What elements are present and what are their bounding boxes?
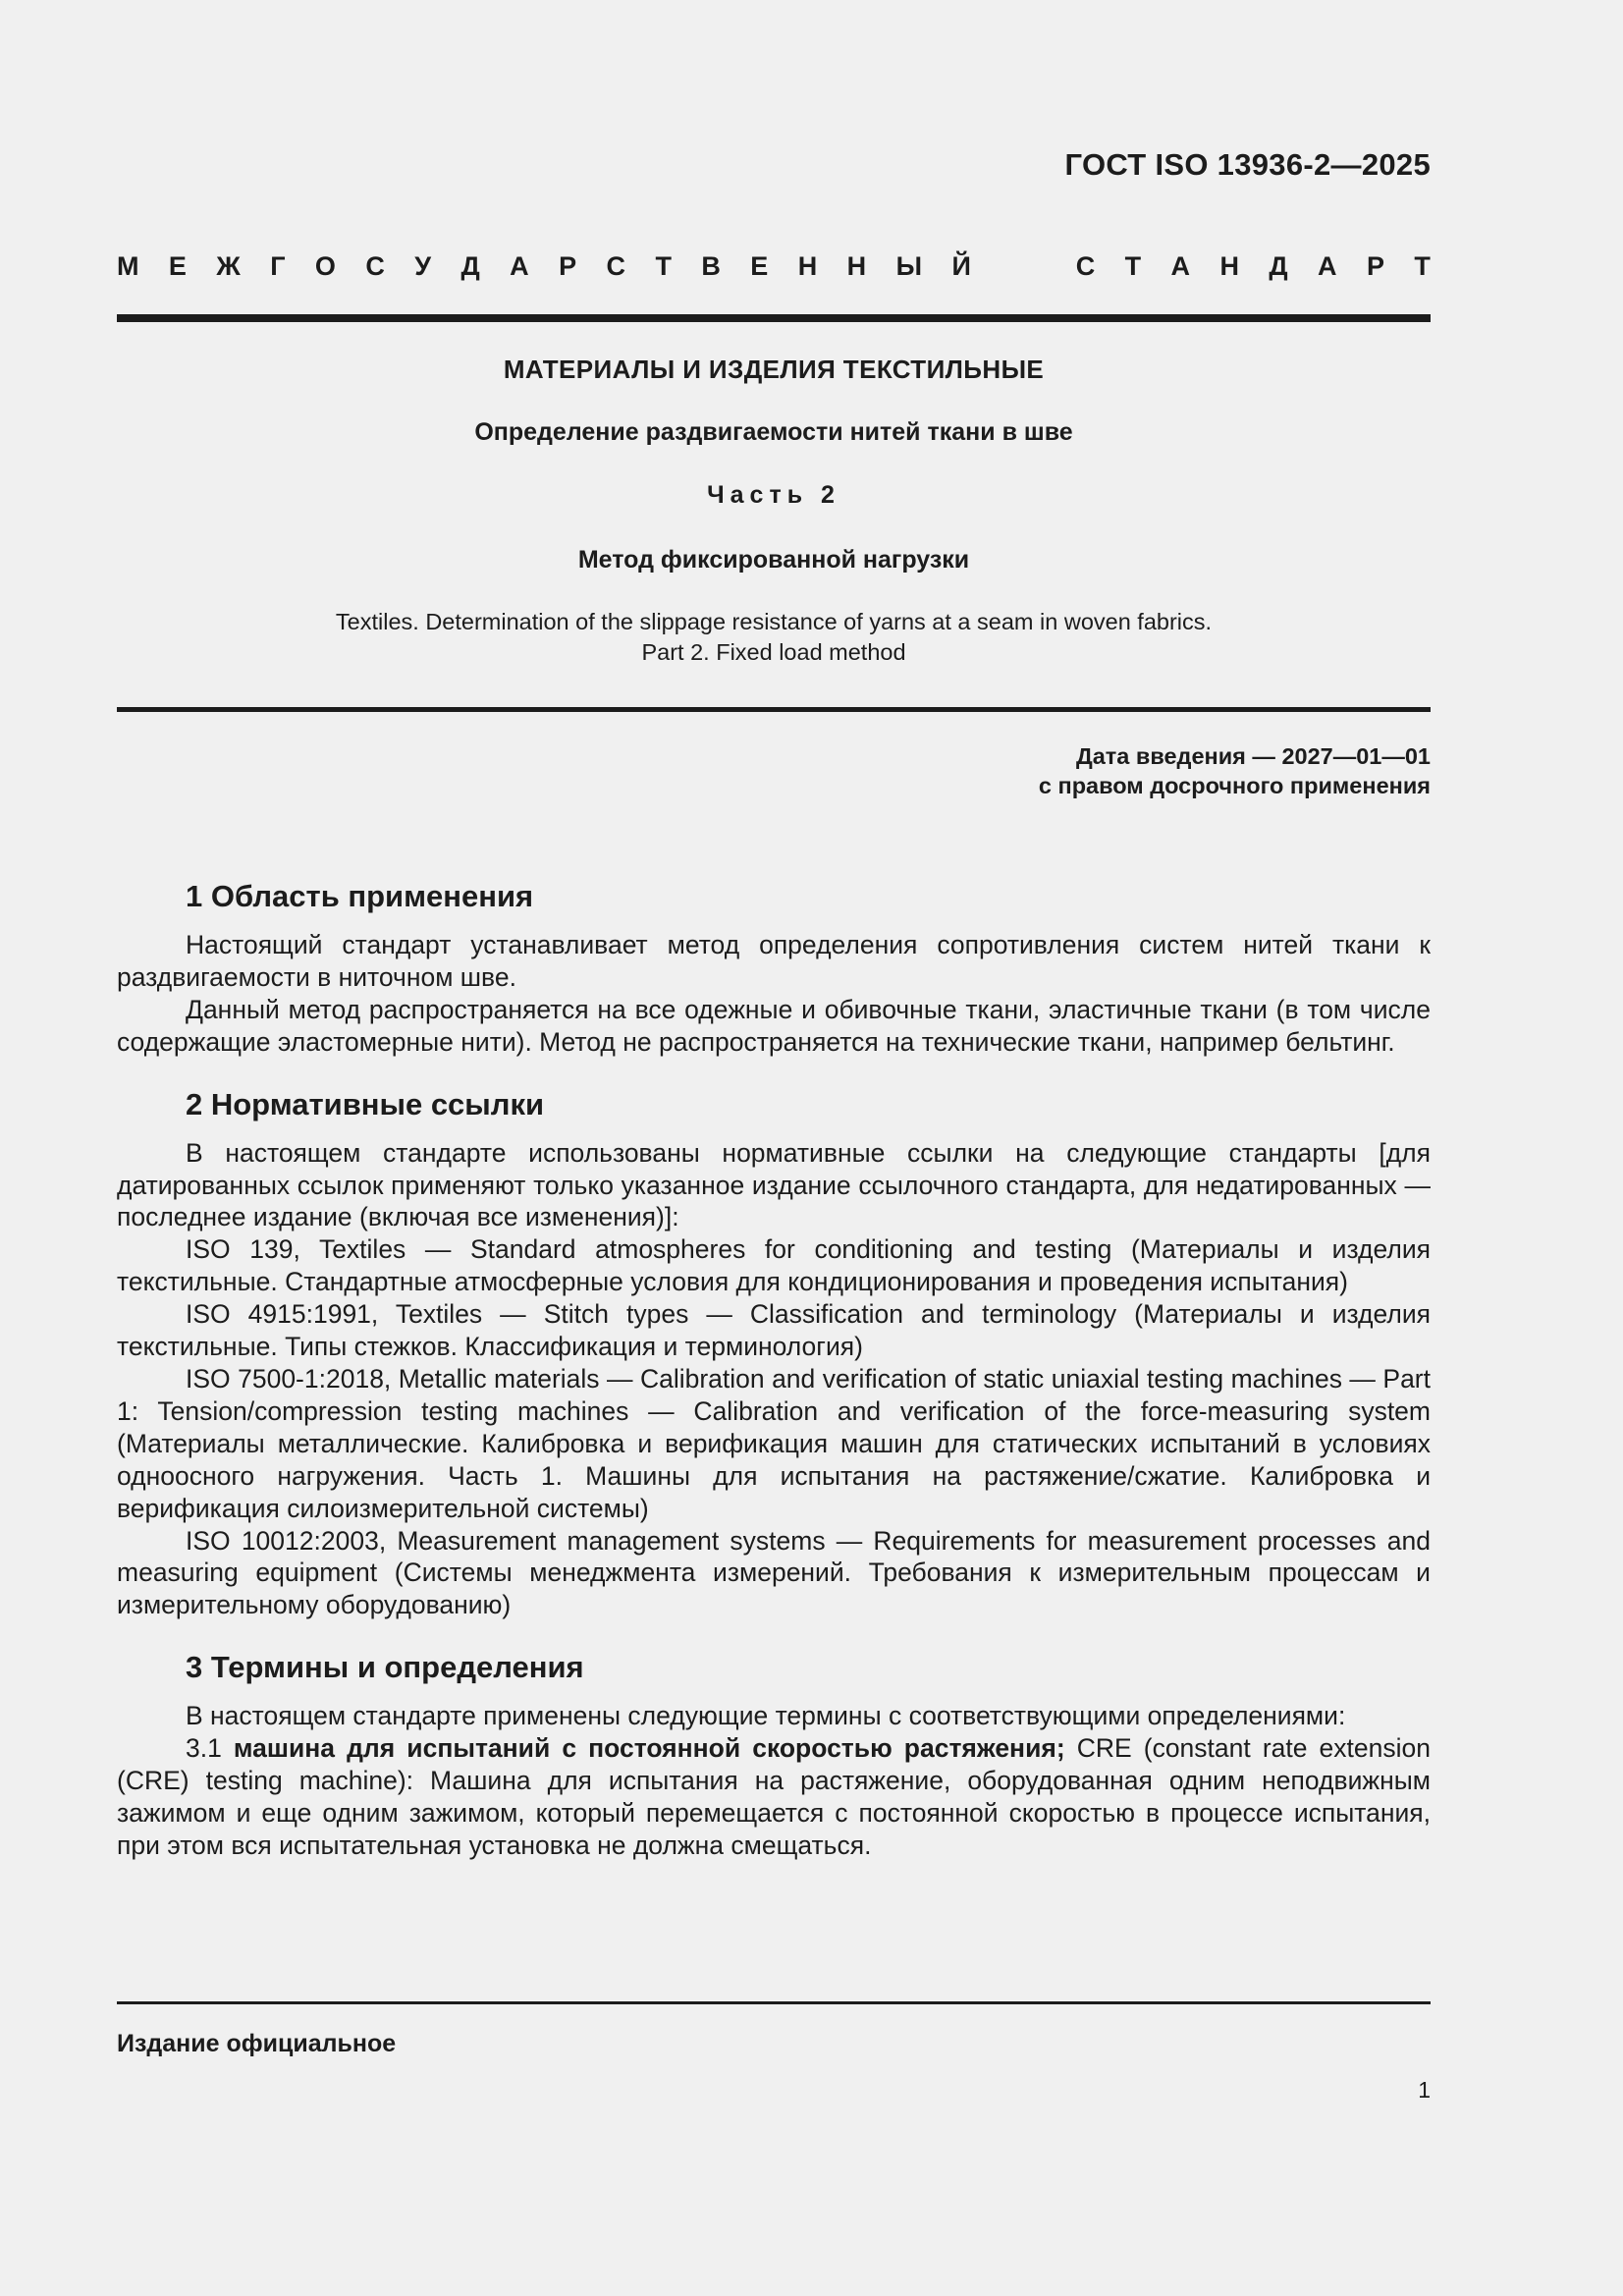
standard-type-letter: Р <box>559 251 577 281</box>
section-heading: 3 Термины и определения <box>186 1650 584 1685</box>
standard-type-letter: А <box>1318 251 1337 281</box>
term-number: 3.1 <box>186 1733 222 1764</box>
top-divider <box>117 314 1431 322</box>
standard-type-letter: У <box>414 251 432 281</box>
footer-divider <box>117 2001 1431 2004</box>
standard-type-letter: О <box>314 251 336 281</box>
english-title-line1: Textiles. Determination of the slippage resistance of yarns at a seam in woven fabrics. <box>335 609 1213 634</box>
standard-type-letter: В <box>701 251 721 281</box>
document-subtitle: Определение раздвигаемости нитей ткани в шве <box>474 418 1073 446</box>
document-part: Часть 2 <box>707 481 840 509</box>
section-heading: 2 Нормативные ссылки <box>186 1086 545 1121</box>
standard-type-letter: Е <box>168 251 187 281</box>
standard-type-letter: Т <box>1414 251 1431 281</box>
standard-type-letter: А <box>510 251 529 281</box>
document-body <box>117 874 1431 1862</box>
page-number: 1 <box>1418 2077 1431 2103</box>
paragraph: В настоящем стандарте использованы нормативные ссылки на следующие стандарты [для датированных ссылок применяют только указанное издание ссылочного стандарта, для недатированных — последнее издание (включая все изменения)]: <box>117 1137 1431 1232</box>
official-edition-label: Издание официальное <box>117 2030 397 2057</box>
standard-type-line <box>117 251 1431 282</box>
document-method: Метод фиксированной нагрузки <box>577 546 970 574</box>
reference-item: ISO 10012:2003, Measurement management systems — Requirements for measurement processes and measuring equipment (Системы менеджмента измерений. Требования к измерительным процессам и измерительному оборудованию) <box>117 1525 1431 1620</box>
standard-type-letter: Р <box>1366 251 1384 281</box>
term-text: CRE (constant rate extension (CRE) testing machine): Машина для испытания на растяжение, оборудованная одним неподвижным зажимом и еще одним зажимом, который перемещается с постоянной скоростью в процессе испытания, при этом вся испытательная установка не должна смещаться. <box>117 1733 1431 1860</box>
term-name: машина для испытаний с постоянной скоростью растяжения; <box>233 1733 1065 1764</box>
standard-type-letter: Г <box>270 251 286 281</box>
introduction-date: Дата введения — 2027—01—01 <box>1075 743 1431 769</box>
standard-type-letter: С <box>365 251 385 281</box>
section-scope <box>117 874 1431 1059</box>
standard-type-letter: Н <box>846 251 867 281</box>
standard-type-letter: Т <box>655 251 672 281</box>
standard-type-letter: Ы <box>895 251 923 281</box>
reference-item: ISO 4915:1991, Textiles — Stitch types — Classification and terminology (Материалы и изделия текстильные. Типы стежков. Классификация и терминология) <box>117 1299 1431 1362</box>
english-title <box>117 607 1431 668</box>
standard-type-letter: Д <box>1269 251 1288 281</box>
standard-type-letter: Е <box>750 251 769 281</box>
reference-item: ISO 139, Textiles — Standard atmospheres for conditioning and testing (Материалы и изделия текстильные. Стандартные атмосферные условия для кондиционирования и проведения испытания) <box>117 1234 1431 1297</box>
standard-type-letter: Т <box>1124 251 1142 281</box>
section-terms-definitions <box>117 1645 1431 1862</box>
standard-type-letter: С <box>1075 251 1096 281</box>
standard-type-letter: Н <box>797 251 818 281</box>
paragraph: В настоящем стандарте применены следующие термины с соответствующими определениями: <box>186 1701 1346 1731</box>
early-application-note: с правом досрочного применения <box>1038 773 1431 798</box>
word-gap <box>1001 251 1046 282</box>
title-divider <box>117 707 1431 712</box>
section-normative-references <box>117 1082 1431 1622</box>
standard-designation: ГОСТ ISO 13936-2—2025 <box>1064 147 1431 182</box>
reference-item: ISO 7500-1:2018, Metallic materials — Calibration and verification of static uniaxial testing machines — Part 1: Tension/compression testing machines — Calibration and verification of the force-measuring system (Материалы металлические. Калибровка и верификация машин для статических испытаний в условиях одноосного нагружения. Часть 1. Машины для испытания на растяжение/сжатие. Калибровка и верификация силоизмерительной системы) <box>117 1363 1431 1523</box>
document-title: МАТЕРИАЛЫ И ИЗДЕЛИЯ ТЕКСТИЛЬНЫЕ <box>503 355 1045 384</box>
term-definition <box>117 1732 1431 1862</box>
standard-type-letter: Д <box>460 251 480 281</box>
standard-type-letter: М <box>117 251 139 281</box>
paragraph: Настоящий стандарт устанавливает метод определения сопротивления систем нитей ткани к раздвигаемости в ниточном шве. <box>117 930 1431 992</box>
paragraph: Данный метод распространяется на все одежные и обивочные ткани, эластичные ткани (в том числе содержащие эластомерные нити). Метод не распространяется на технические ткани, например бельтинг. <box>117 994 1431 1057</box>
standard-type-letter: Ж <box>216 251 241 281</box>
section-heading: 1 Область применения <box>186 879 534 913</box>
introduction-date-block <box>1039 741 1431 800</box>
standard-type-letter: С <box>606 251 626 281</box>
standard-type-letter: Н <box>1219 251 1239 281</box>
standard-type-letter: Й <box>951 251 971 281</box>
english-title-line2: Part 2. Fixed load method <box>641 639 906 665</box>
standard-type-letter: А <box>1170 251 1191 281</box>
